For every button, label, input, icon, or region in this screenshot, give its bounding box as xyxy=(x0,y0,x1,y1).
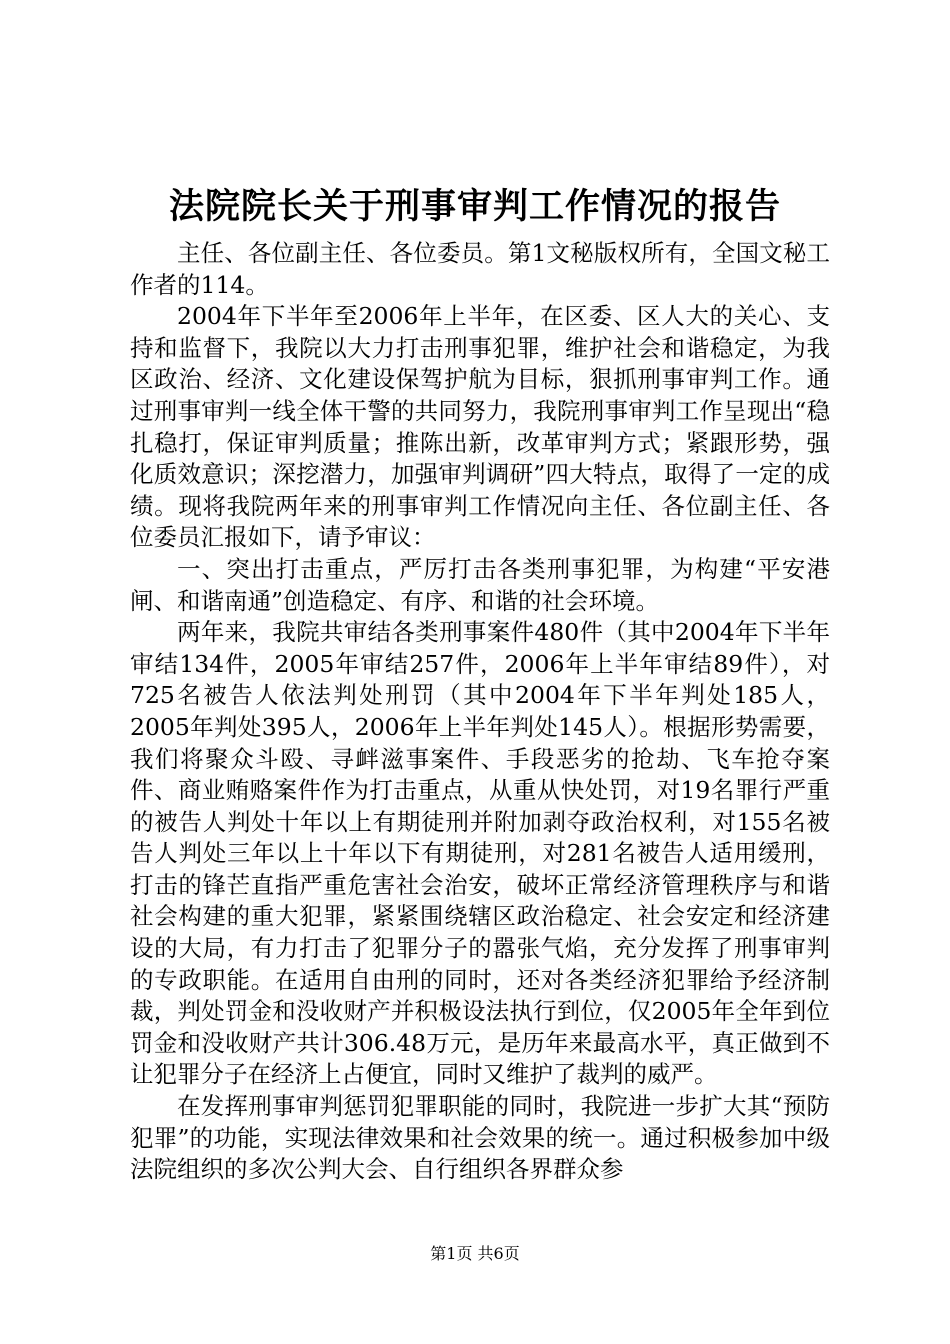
paragraph-case-statistics: 两年来，我院共审结各类刑事案件480件（其中2004年下半年审结134件，2005年审结257件，2006年上半年审结89件），对725名被告人依法判处刑罚（其中2004年下半年判处185人，2005年判处395人，2006年上半年判处145人）。根据形势需要，我们将聚众斗殴、寻衅滋事案件、手段恶劣的抢劫、飞车抢夺案件、商业贿赂案件作为打击重点，从重从快处罚，对19名罪行严重的被告人判处十年以上有期徒刑并附加剥夺政治权利，对155名被告人判处三年以上十年以下有期徒刑，对281名被告人适用缓刑，打击的锋芒直指严重危害社会治安，破坏正常经济管理秩序与和谐社会构建的重大犯罪，紧紧围绕辖区政治稳定、社会安定和经济建设的大局，有力打击了犯罪分子的嚣张气焰，充分发挥了刑事审判的专政职能。在适用自由刑的同时，还对各类经济犯罪给予经济制裁，判处罚金和没收财产并积极设法执行到位，仅2005年全年到位罚金和没收财产共计306.48万元，是历年来最高水平，真正做到不让犯罪分子在经济上占便宜，同时又维护了裁判的威严。 xyxy=(130,618,830,1089)
paragraph-crime-prevention: 在发挥刑事审判惩罚犯罪职能的同时，我院进一步扩大其“预防犯罪”的功能，实现法律效果和社会效果的统一。通过积极参加中级法院组织的多次公判大会、自行组织各界群众参 xyxy=(130,1092,830,1184)
paragraph-salutation: 主任、各位副主任、各位委员。第1文秘版权所有，全国文秘工作者的114。 xyxy=(130,239,830,299)
paragraph-section-heading: 一、突出打击重点，严厉打击各类刑事犯罪，为构建“平安港闸、和谐南通”创造稳定、有序、和谐的社会环境。 xyxy=(130,554,830,615)
paragraph-intro: 2004年下半年至2006年上半年，在区委、区人大的关心、支持和监督下，我院以大力打击刑事犯罪，维护社会和谐稳定，为我区政治、经济、文化建设保驾护航为目标，狠抓刑事审判工作。通过刑事审判一线全体干警的共同努力，我院刑事审判工作呈现出“稳扎稳打，保证审判质量；推陈出新，改革审判方式；紧跟形势，强化质效意识；深挖潜力，加强审判调研”四大特点，取得了一定的成绩。现将我院两年来的刑事审判工作情况向主任、各位副主任、各位委员汇报如下，请予审议： xyxy=(130,302,830,552)
page-number-footer: 第1页 共6页 xyxy=(430,1244,520,1263)
document-title: 法院院长关于刑事审判工作情况的报告 xyxy=(168,186,781,227)
document-body xyxy=(130,238,830,1186)
